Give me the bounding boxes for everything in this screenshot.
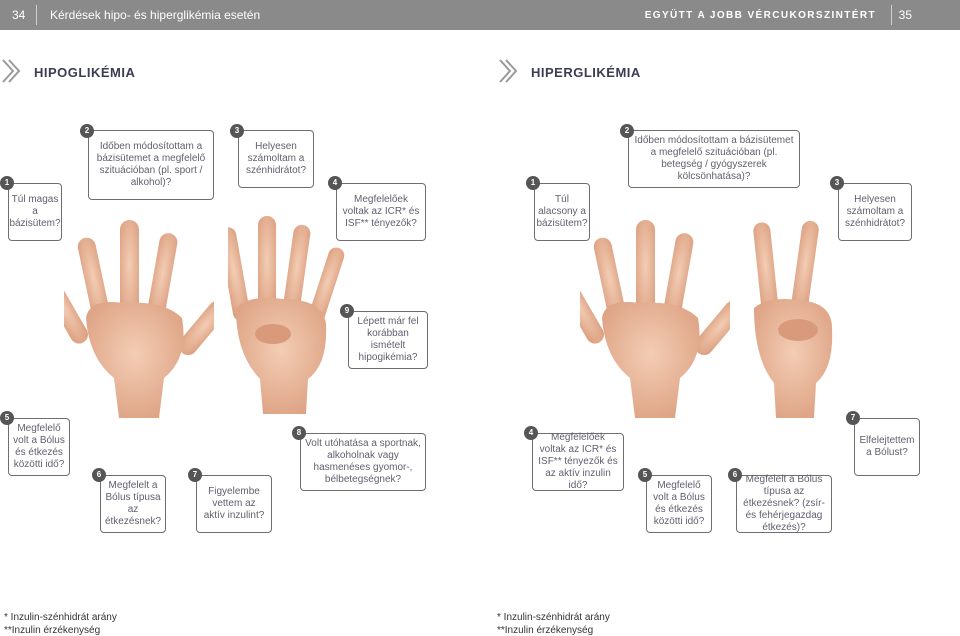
hyper-question-1: Túl alacsony a bázisütem? xyxy=(534,183,590,241)
document-title: Kérdések hipo- és hiperglikémia esetén xyxy=(50,8,261,22)
hand-two-fingers-icon xyxy=(748,218,838,418)
hypo-question-6: Megfelelt a Bólus típusa az étkezésnek? xyxy=(100,475,166,533)
question-number-badge: 9 xyxy=(340,304,354,318)
header-bar xyxy=(0,0,960,30)
hyper-question-4: Megfelelőek voltak az ICR* és ISF** tényezők és az aktív inzulin idő? xyxy=(532,433,624,491)
question-number-badge: 6 xyxy=(92,468,106,482)
hypo-question-1: Túl magas a bázisütem? xyxy=(8,183,62,241)
page-number-left: 34 xyxy=(12,8,26,22)
question-number-badge: 7 xyxy=(188,468,202,482)
section-title-hyperglycemia: HIPERGLIKÉMIA xyxy=(531,65,641,80)
hyper-question-5: Megfelelő volt a Bólus és étkezés közötti idő? xyxy=(646,475,712,533)
footnote-icr: * Inzulin-szénhidrát arány xyxy=(497,612,610,623)
hyper-question-7: Elfelejtettem a Bólust? xyxy=(854,418,920,476)
footnote-icr: * Inzulin-szénhidrát arány xyxy=(4,612,117,623)
question-number-badge: 3 xyxy=(830,176,844,190)
hypo-question-5: Megfelelő volt a Bólus és étkezés közötti idő? xyxy=(8,418,70,476)
hand-five-fingers-icon xyxy=(580,218,730,418)
header-divider xyxy=(36,5,37,25)
hypo-question-3: Helyesen számoltam a szénhidrátot? xyxy=(238,130,314,188)
hypo-question-9: Lépett már fel korábban ismételt hipogikémia? xyxy=(348,311,428,369)
footnotes-left xyxy=(4,611,117,636)
question-number-badge: 2 xyxy=(620,124,634,138)
double-chevron-icon xyxy=(0,58,26,84)
footnote-isf: **Inzulin érzékenység xyxy=(4,625,101,636)
question-number-badge: 4 xyxy=(524,426,538,440)
question-number-badge: 5 xyxy=(638,468,652,482)
hypo-question-4: Megfelelőek voltak az ICR* és ISF** tényezők? xyxy=(336,183,426,241)
section-title-hypoglycemia: HIPOGLIKÉMIA xyxy=(34,65,136,80)
header-divider xyxy=(891,5,892,25)
page-number-right: 35 xyxy=(898,8,912,22)
hand-five-fingers-icon xyxy=(64,218,214,418)
hyper-question-2: Időben módosítottam a bázisütemet a megfelelő szituációban (pl. betegség / gyógyszerek kölcsönhatása)? xyxy=(628,130,800,188)
question-number-badge: 4 xyxy=(328,176,342,190)
hyper-question-3: Helyesen számoltam a szénhidrátot? xyxy=(838,183,912,241)
hypo-question-2: Időben módosítottam a bázisütemet a megfelelő szituációban (pl. sport / alkohol)? xyxy=(88,130,214,200)
header-tagline: EGYÜTT A JOBB VÉRCUKORSZINTÉRT xyxy=(644,10,876,21)
footnote-isf: **Inzulin érzékenység xyxy=(497,625,594,636)
question-number-badge: 1 xyxy=(526,176,540,190)
question-number-badge: 2 xyxy=(80,124,94,138)
double-chevron-icon xyxy=(497,58,523,84)
question-number-badge: 5 xyxy=(0,411,14,425)
hypo-question-7: Figyelembe vettem az aktív inzulint? xyxy=(196,475,272,533)
hand-four-fingers-icon xyxy=(228,214,348,414)
hypo-question-8: Volt utóhatása a sportnak, alkoholnak vagy hasmenéses gyomor-, bélbetegségnek? xyxy=(300,433,426,491)
question-number-badge: 8 xyxy=(292,426,306,440)
question-number-badge: 6 xyxy=(728,468,742,482)
hyper-question-6: Megfelelt a Bólus típusa az étkezésnek? (zsír- és fehérjegazdag étkezés)? xyxy=(736,475,832,533)
question-number-badge: 7 xyxy=(846,411,860,425)
question-number-badge: 3 xyxy=(230,124,244,138)
footnotes-right xyxy=(497,611,610,636)
question-number-badge: 1 xyxy=(0,176,14,190)
